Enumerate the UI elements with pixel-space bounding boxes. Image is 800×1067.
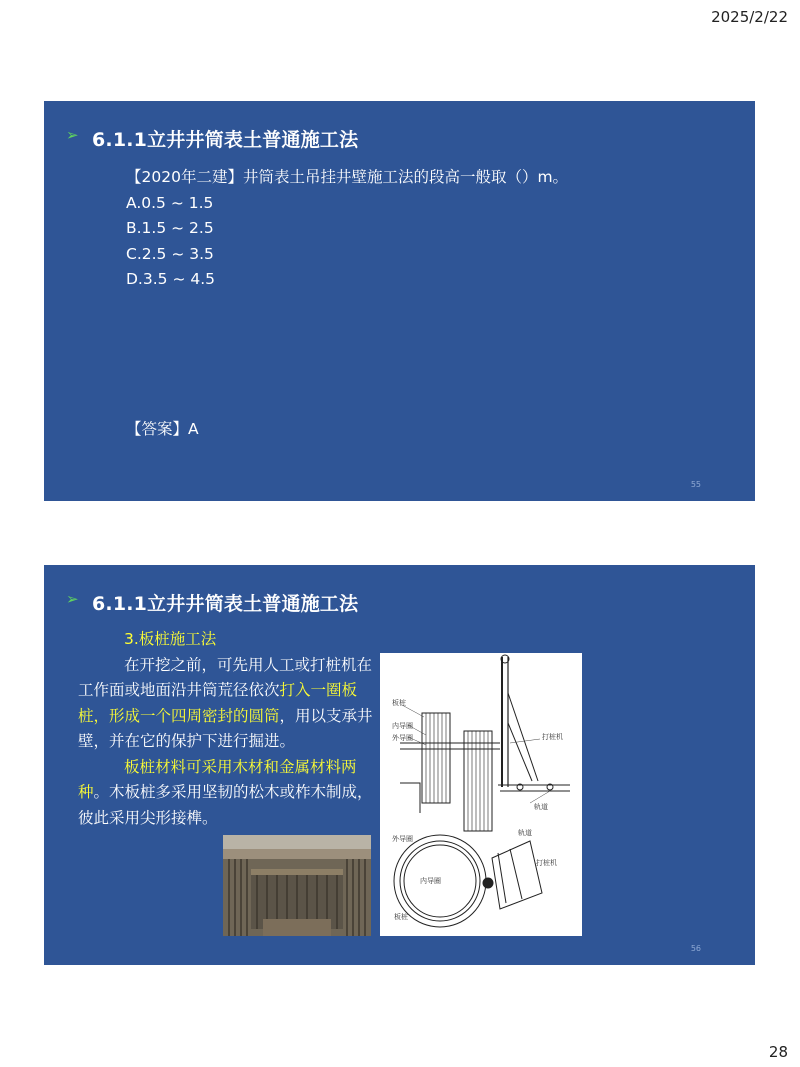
label-outer-guide: 外导圈 [392, 734, 413, 742]
answer-text: 【答案】A [126, 420, 199, 438]
option-d: D.3.5 ~ 4.5 [126, 270, 216, 288]
label-sheet-pile: 板桩 [392, 699, 406, 707]
arrow-bullet-icon: ➢ [66, 126, 79, 144]
diagram-drawing [380, 653, 582, 936]
header-date: 2025/2/22 [711, 8, 788, 26]
label-track: 轨道 [534, 803, 548, 811]
slide-number: 56 [690, 944, 701, 953]
sheet-pile-diagram [380, 653, 582, 936]
label-sheet-pile-plan: 板桩 [394, 913, 408, 921]
para1-tail: ，用以支承井壁，并在它的保护下进行掘进。 [78, 706, 373, 750]
slide-55 [44, 101, 755, 501]
para1-highlight: 打入一圈板桩，形成一个四周密封的圆筒 [78, 681, 358, 725]
label-inner-guide: 内导圈 [392, 722, 413, 730]
subheading: 3.板桩施工法 [124, 630, 217, 648]
paragraph-1 [78, 653, 378, 755]
slide-title [66, 589, 359, 616]
paragraph-2 [78, 755, 378, 832]
option-b: B.1.5 ~ 2.5 [126, 219, 214, 237]
para1-text: 在开挖之前，可先用人工或打桩机在工作面或地面沿井筒荒径依次 [78, 655, 373, 699]
question-block [126, 165, 568, 293]
label-pile-driver-plan: 打桩机 [536, 859, 557, 867]
option-a: A.0.5 ~ 1.5 [126, 193, 214, 212]
sheet-pile-photo [223, 835, 371, 936]
option-c: C.2.5 ~ 3.5 [126, 244, 214, 263]
page-number: 28 [768, 1043, 788, 1061]
photo-drawing [223, 835, 371, 936]
label-inner-guide-plan: 内导圈 [420, 877, 441, 885]
slide-body [78, 627, 378, 831]
slide-title-text: 6.1.1立井井筒表土普通施工法 [92, 593, 359, 615]
slide-title [66, 125, 359, 152]
para2-highlight: 板桩材料可采用木材和金属材料两种 [78, 757, 357, 801]
arrow-bullet-icon: ➢ [66, 590, 79, 608]
question-text: 【2020年二建】井筒表土吊挂井壁施工法的段高一般取（）m。 [126, 168, 569, 186]
label-outer-guide-plan: 外导圈 [392, 835, 413, 843]
slide-56 [44, 565, 755, 965]
para2-tail: 。木板桩多采用坚韧的松木或柞木制成，彼此采用尖形接榫。 [78, 783, 373, 827]
slide-title-text: 6.1.1立井井筒表土普通施工法 [92, 129, 359, 151]
label-pile-driver: 打桩机 [542, 733, 563, 741]
label-track-plan: 轨道 [518, 829, 532, 837]
slide-number: 55 [690, 480, 701, 489]
